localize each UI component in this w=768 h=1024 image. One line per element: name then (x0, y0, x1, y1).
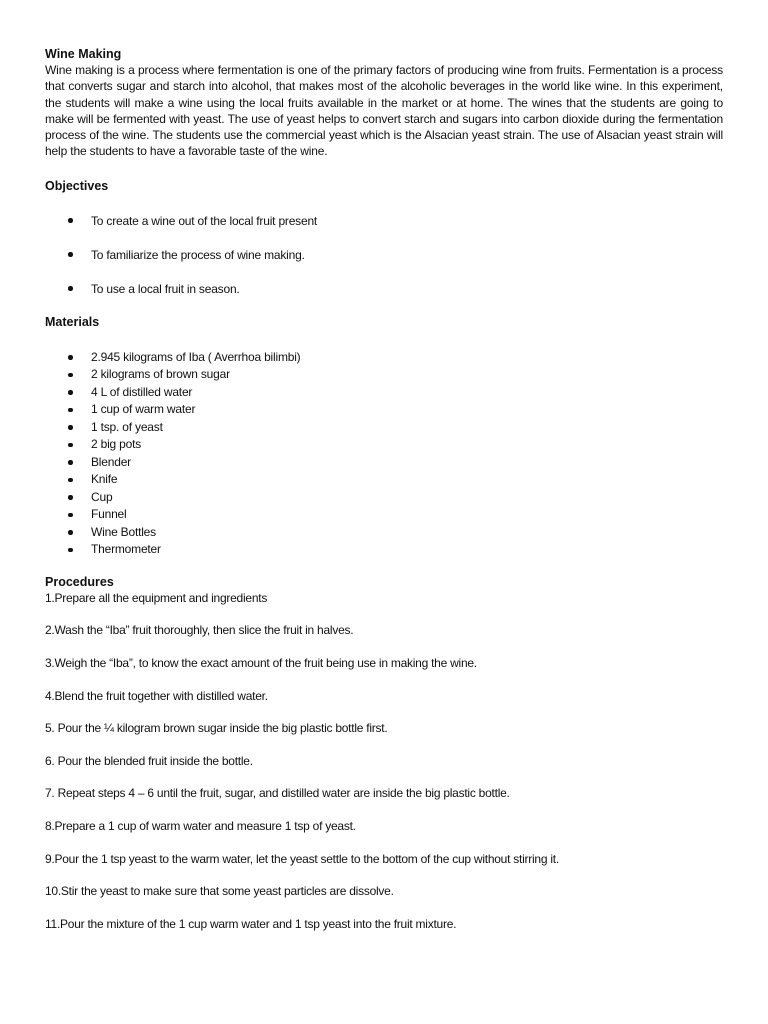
intro-paragraph: Wine making is a process where fermentation is one of the primary factors of producing wine from fruits. Fermentation is a process that converts sugar and starch into alcohol, that makes most of the alcoholic beverages in the world like wine. In this experiment, the students will make a wine using the local fruits available in the market or at home. The wines that the students are going to make will be fermented with yeast. The use of yeast helps to convert starch and sugars into carbon dioxide during the fermentation process of the wine. The students use the commercial yeast which is the Alsacian yeast strain. The use of Alsacian yeast strain will help the students to have a favorable taste of the wine. (45, 63, 723, 159)
procedures-title: Procedures (45, 574, 114, 589)
objectives-title: Objectives (45, 178, 109, 193)
list-item: Knife (45, 471, 723, 489)
list-item: Blender (45, 454, 723, 472)
list-item: To familiarize the process of wine making. (45, 247, 723, 263)
procedure-step: 3.Weigh the “Iba”, to know the exact amount of the fruit being use in making the wine. (45, 655, 477, 670)
list-item: 2.945 kilograms of Iba ( Averrhoa bilimbi) (45, 349, 723, 367)
list-item: Cup (45, 489, 723, 507)
list-item: Thermometer (45, 541, 723, 559)
procedure-step: 2.Wash the “Iba” fruit thoroughly, then slice the fruit in halves. (45, 623, 354, 638)
procedure-step: 1.Prepare all the equipment and ingredients (45, 590, 268, 605)
procedure-step: 8.Prepare a 1 cup of warm water and measure 1 tsp of yeast. (45, 818, 356, 833)
procedure-step: 11.Pour the mixture of the 1 cup warm water and 1 tsp yeast into the fruit mixture. (45, 916, 457, 931)
materials-list (45, 349, 723, 559)
procedures-list (45, 590, 723, 932)
procedure-step: 5. Pour the ¼ kilogram brown sugar inside the big plastic bottle first. (45, 721, 388, 736)
list-item: 2 kilograms of brown sugar (45, 366, 723, 384)
procedure-step: 7. Repeat steps 4 – 6 until the fruit, sugar, and distilled water are inside the big plastic bottle. (45, 786, 510, 801)
document-title: Wine Making (45, 47, 122, 61)
list-item: To create a wine out of the local fruit present (45, 213, 723, 229)
materials-title: Materials (45, 314, 100, 329)
objectives-list (45, 213, 723, 297)
list-item: 1 cup of warm water (45, 401, 723, 419)
list-item: 4 L of distilled water (45, 384, 723, 402)
procedure-step: 9.Pour the 1 tsp yeast to the warm water, let the yeast settle to the bottom of the cup without stirring it. (45, 851, 559, 866)
list-item: Funnel (45, 506, 723, 524)
list-item: 1 tsp. of yeast (45, 419, 723, 437)
procedure-step: 4.Blend the fruit together with distilled water. (45, 688, 268, 703)
list-item: 2 big pots (45, 436, 723, 454)
list-item: To use a local fruit in season. (45, 281, 723, 297)
procedure-step: 10.Stir the yeast to make sure that some yeast particles are dissolve. (45, 884, 394, 899)
procedure-step: 6. Pour the blended fruit inside the bottle. (45, 753, 253, 768)
list-item: Wine Bottles (45, 524, 723, 542)
